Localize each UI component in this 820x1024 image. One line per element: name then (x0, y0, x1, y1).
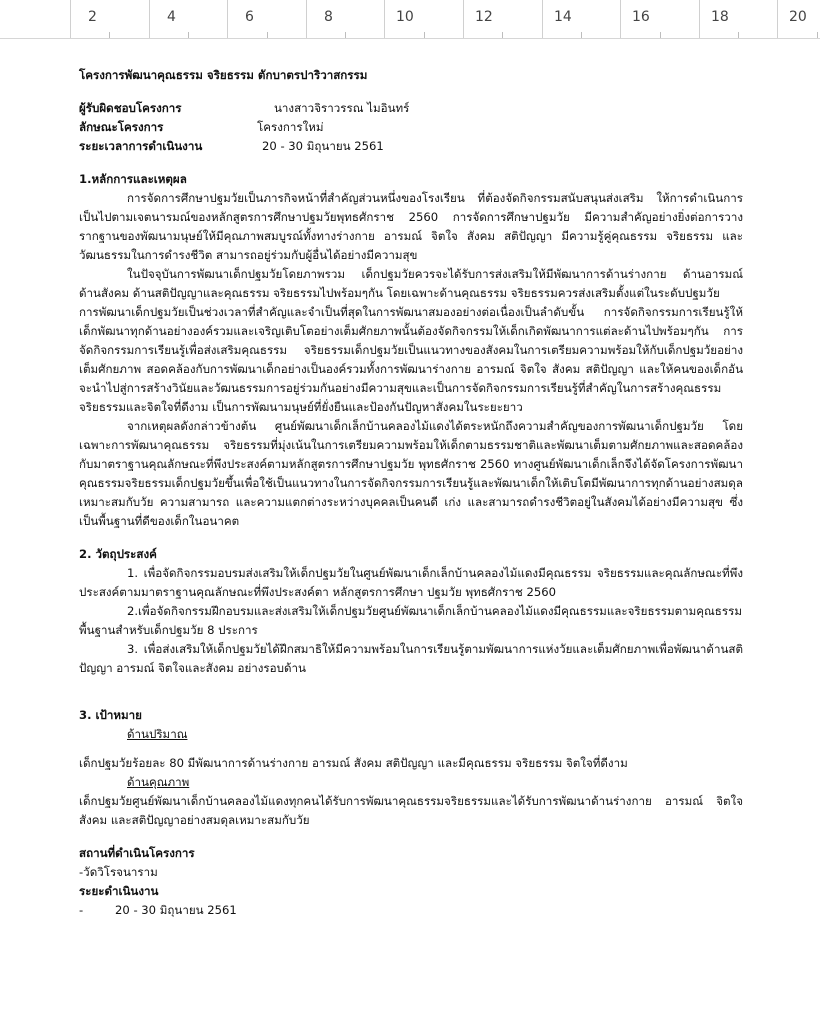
ruler-minor-tick (581, 32, 582, 38)
location-label: สถานที่ดำเนินโครงการ (79, 846, 195, 860)
meta-period (79, 137, 743, 156)
ruler-major-tick (70, 0, 71, 38)
ruler-label: 14 (554, 9, 572, 25)
meta-value: นางสาวจิราวรรณ ไมอินทร์ (274, 101, 410, 115)
ruler-major-tick (227, 0, 228, 38)
ruler-label: 20 (789, 9, 807, 25)
ruler[interactable] (0, 0, 820, 39)
ruler-major-tick (699, 0, 700, 38)
meta-responsible (79, 99, 743, 118)
document-page[interactable] (79, 66, 743, 920)
meta-type (79, 118, 743, 137)
ruler-minor-tick (345, 32, 346, 38)
ruler-label: 2 (88, 9, 97, 25)
ruler-label: 6 (245, 9, 254, 25)
ruler-major-tick (384, 0, 385, 38)
paragraph: จากเหตุผลดังกล่าวข้างต้น ศูนย์พัฒนาเด็กเล็กบ้านคลองไม้แดงได้ตระหนักถึงความสำคัญของการพัฒนาเด็กปฐมวัย โดยเฉพาะการพัฒนาคุณธรรม จริยธรรมที่มุ่งเน้นในการเตรียมความพร้อมให้เด็กตามธรรมชาติและพัฒนาเต็มตามศักยภาพและสอดคล้องกับมาตราฐานคุณลักษณะที่พึงประสงค์ตามหลักสูตรการศึกษาปฐมวัย พุทธศักราช 2560 ทางศูนย์พัฒนาเด็กเล็กจึงได้จัดโครงการพัฒนาคุณธรรมจริยธรรมเด็กปฐมวัยขึ้นเพื่อใช้เป็นแนวทางในการจัดกิจกรรมการเรียนรู้และพัฒนาเด็กให้เติบโตมีพัฒนาการทุกด้านอย่างสมดุล เหมาะสมกับวัย ความสามารถ และความแตกต่างระหว่างบุคคลเป็นคนดี เก่ง และสามารถดำรงชีวิตอยู่ในสังคมได้อย่างมีความสุข ซึ่งเป็นพื้นฐานที่ดีของเด็กในอนาคต (79, 419, 743, 528)
ruler-minor-tick (188, 32, 189, 38)
section-heading: 1.หลักการและเหตุผล (79, 172, 187, 186)
ruler-major-tick (149, 0, 150, 38)
ruler-minor-tick (267, 32, 268, 38)
location-value: -วัดวิโรจนาราม (79, 865, 158, 879)
meta-label: ผู้รับผิดชอบโครงการ (79, 101, 182, 115)
objective-item: 3. เพื่อส่งเสริมให้เด็กปฐมวัยได้ฝึกสมาธิให้มีความพร้อมในการเรียนรู้ตามพัฒนาการแห่งวัยและเต็มศักยภาพเพื่อพัฒนาด้านสติปัญญา อารมณ์ จิตใจและสังคม อย่างรอบด้าน (79, 642, 743, 675)
ruler-minor-tick (738, 32, 739, 38)
ruler-major-tick (306, 0, 307, 38)
ruler-label: 12 (475, 9, 493, 25)
paragraph: เด็กปฐมวัยร้อยละ 80 มีพัฒนาการด้านร่างกาย อารมณ์ สังคม สติปัญญา และมีคุณธรรม จริยธรรม จิตใจที่ดีงาม (79, 756, 628, 770)
ruler-minor-tick (424, 32, 425, 38)
subheading-quality: ด้านคุณภาพ (127, 775, 190, 789)
paragraph: เด็กปฐมวัยศูนย์พัฒนาเด็กบ้านคลองไม้แดงทุกคนได้รับการพัฒนาคุณธรรมจริยธรรมและได้รับการพัฒนาด้านร่างกาย อารมณ์ จิตใจ สังคม และสติปัญญาอย่างสมดุลเหมาะสมกับวัย (79, 794, 743, 827)
ruler-label: 10 (396, 9, 414, 25)
objective-item: 2.เพื่อจัดกิจกรรมฝึกอบรมและส่งเสริมให้เด็กปฐมวัยศูนย์พัฒนาเด็กเล็กบ้านคลองไม้แดงมีคุณธรรมและจริยธรรมตามคุณธรรมพื้นฐานสำหรับเด็กปฐมวัย 8 ประการ (79, 604, 742, 637)
ruler-minor-tick (817, 32, 818, 38)
meta-value: 20 - 30 มิถุนายน 2561 (262, 139, 384, 153)
ruler-major-tick (620, 0, 621, 38)
ruler-label: 16 (632, 9, 650, 25)
ruler-major-tick (777, 0, 778, 38)
section-heading: 3. เป้าหมาย (79, 708, 142, 722)
meta-label: ระยะเวลาการดำเนินงาน (79, 139, 203, 153)
project-title: โครงการพัฒนาคุณธรรม จริยธรรม ตักบาตรปาริวาสกรรม (79, 68, 368, 82)
paragraph: การจัดการศึกษาปฐมวัยเป็นภารกิจหน้าที่สำคัญส่วนหนึ่งของโรงเรียน ที่ต้องจัดกิจกรรมสนับสนุนส่งเสริม ให้การดำเนินการเป็นไปตามเจตนารมณ์ของหลักสูตรการศึกษาปฐมวัยพุทธศักราช 2560 การจัดการศึกษาปฐมวัย มีความสำคัญอย่างยิ่งต่อการวางรากฐานของพัฒนามนุษย์ให้มีคุณภาพสมบูรณ์ทั้งทางร่างกาย อารมณ์ จิตใจ สังคม สติปัญญา มีความรู้คู่คุณธรรม จริยธรรม และวัฒนธรรมในการดำรงชีวิต สามารถอยู่ร่วมกับผู้อื่นได้อย่างมีความสุข (79, 191, 743, 262)
subheading-quantity: ด้านปริมาณ (127, 727, 188, 741)
duration-row (79, 901, 743, 920)
duration-label: ระยะดำเนินงาน (79, 884, 159, 898)
ruler-minor-tick (109, 32, 110, 38)
duration-dash: - (79, 903, 84, 917)
meta-value: โครงการใหม่ (257, 120, 324, 134)
ruler-major-tick (463, 0, 464, 38)
ruler-minor-tick (660, 32, 661, 38)
meta-label: ลักษณะโครงการ (79, 120, 164, 134)
ruler-label: 18 (711, 9, 729, 25)
ruler-label: 8 (324, 9, 333, 25)
ruler-major-tick (542, 0, 543, 38)
objective-item: 1. เพื่อจัดกิจกรรมอบรมส่งเสริมให้เด็กปฐมวัยในศูนย์พัฒนาเด็กเล็กบ้านคลองไม้แดงมีคุณธรรม จริยธรรมและคุณลักษณะที่พึงประสงค์ตามมาตราฐานคุณลักษณะที่พึงประสงค์ตา หลักสูตรการศึกษา ปฐมวัย พุทธศักราช 2560 (79, 566, 743, 599)
ruler-label: 4 (167, 9, 176, 25)
section-heading: 2. วัตถุประสงค์ (79, 547, 157, 561)
paragraph: ในปัจจุบันการพัฒนาเด็กปฐมวัยโดยภาพรวม เด็กปฐมวัยควรจะได้รับการส่งเสริมให้มีพัฒนาการด้านร่างกาย ด้านอารมณ์ ด้านสังคม ด้านสติปัญญาและคุณธรรม จริยธรรมไปพร้อมๆกัน โดยเฉพาะด้านคุณธรรม จริยธรรมควรส่งเสริมตั้งแต่ในระดับปฐมวัย (79, 267, 743, 300)
paragraph: การพัฒนาเด็กปฐมวัยเป็นช่วงเวลาที่สำคัญและจำเป็นที่สุดในการพัฒนาสมองอย่างต่อเนื่องเป็นลำดับขั้น การจัดกิจกรรมการเรียนรู้ให้เด็กพัฒนาทุกด้านอย่างองค์รวมและเจริญเติบโตอย่างเต็มศักยภาพนั้นต้องจัดกิจกรรมให้เด็กเกิดพัฒนาการแต่ละด้านไปพร้อมๆกัน การจัดกิจกรรมการเรียนรู้เพื่อส่งเสริมคุณธรรม จริยธรรมเด็กปฐมวัยเป็นแนวทางของสังคมในการเตรียมความพร้อมให้กับเด็กปฐมวัยอย่างเต็มศักยภาพ สอดคล้องกับการพัฒนาเด็กอย่างเป็นองค์รวมทั้งการพัฒนาร่างกาย อารมณ์ จิตใจ สังคม สติปัญญา และให้คนของเด็กอันจะนำไปสู่การสร้างวินัยและวัฒนธรรมการอยู่ร่วมกันอย่างมีความสุขและเป็นการจัดกิจกรรมการเรียนรู้ที่สำคัญในการสร้างคุณธรรม จริยธรรมและจิตใจที่ดีงาม เป็นการพัฒนามนุษย์ที่ยั่งยืนและป้องกันปัญหาสังคมในระยะยาว (79, 305, 743, 414)
ruler-minor-tick (502, 32, 503, 38)
duration-value: 20 - 30 มิถุนายน 2561 (115, 903, 237, 917)
